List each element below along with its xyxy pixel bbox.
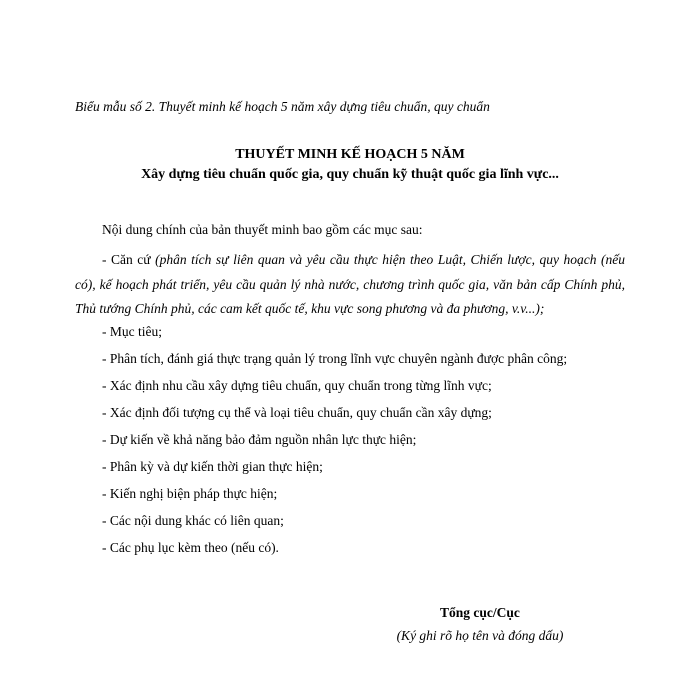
document-subtitle: Xây dựng tiêu chuẩn quốc gia, quy chuẩn kỹ thuật quốc gia lĩnh vực...	[141, 167, 559, 182]
list-item-phases: - Phân kỳ và dự kiến thời gian thực hiện;	[102, 458, 323, 474]
intro-paragraph: Nội dung chính của bản thuyết minh bao gồm các mục sau:	[102, 222, 423, 237]
list-item-other: - Các nội dung khác có liên quan;	[102, 512, 284, 528]
basis-paragraph	[75, 248, 625, 322]
list-item-needs: - Xác định nhu cầu xây dựng tiêu chuẩn, quy chuẩn trong từng lĩnh vực;	[102, 377, 492, 393]
list-item-analysis: - Phân tích, đánh giá thực trạng quản lý trong lĩnh vực chuyên ngành được phân công;	[102, 350, 568, 366]
list-item-subjects: - Xác định đối tượng cụ thể và loại tiêu chuẩn, quy chuẩn cần xây dựng;	[102, 404, 492, 420]
signature-title: Tổng cục/Cục	[440, 605, 520, 620]
list-item-measures: - Kiến nghị biện pháp thực hiện;	[102, 485, 278, 501]
list-item-objectives: - Mục tiêu;	[102, 323, 162, 339]
list-item-resources: - Dự kiến về khả năng bảo đảm nguồn nhân lực thực hiện;	[102, 431, 417, 447]
document-title: THUYẾT MINH KẾ HOẠCH 5 NĂM	[235, 147, 465, 162]
document-body	[75, 221, 625, 566]
form-label: Biểu mẫu số 2. Thuyết minh kế hoạch 5 năm xây dựng tiêu chuẩn, quy chuẩn	[75, 99, 490, 114]
basis-lead: - Căn cứ	[102, 252, 156, 267]
basis-note: (phân tích sự liên quan và yêu cầu thực hiện theo Luật, Chiến lược, quy hoạch (nếu có), kế hoạch phát triển, yêu cầu quản lý nhà nước, chương trình quốc gia, văn bản cấp Chính phủ, Thủ tướng Chính phủ, các cam kết quốc tế, khu vực song phương và đa phương, v.v...);	[75, 252, 625, 316]
signature-note: (Ký ghi rõ họ tên và đóng dấu)	[396, 628, 564, 643]
list-item-appendix: - Các phụ lục kèm theo (nếu có).	[102, 539, 279, 555]
